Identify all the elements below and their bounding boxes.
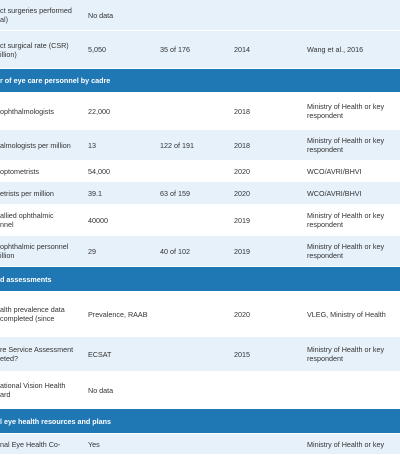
cell-line: 13 — [88, 141, 96, 150]
cell-line: Ministry of Health or key — [307, 242, 385, 251]
cell-c1 — [0, 189, 82, 198]
cell-line: ard — [0, 390, 11, 399]
cell-c3 — [160, 45, 232, 54]
cell-line: 2014 — [234, 45, 250, 54]
table-row — [0, 130, 400, 161]
cell-c1 — [0, 211, 82, 229]
cell-c2 — [88, 167, 160, 176]
cell-line: 35 of 176 — [160, 45, 190, 54]
cell-c1 — [0, 107, 82, 116]
table-row — [0, 205, 400, 236]
cell-line: 5,050 — [88, 45, 106, 54]
cell-line: eted? — [0, 354, 18, 363]
cell-line: ECSAT — [88, 350, 112, 359]
cell-line: 2018 — [234, 141, 250, 150]
cell-line: optometrists — [0, 167, 40, 176]
cell-line: ct surgical rate (CSR) — [0, 41, 69, 50]
cell-c4 — [234, 310, 304, 319]
cell-line: re Service Assessment — [0, 345, 74, 354]
cell-line: alth prevalence data — [0, 305, 65, 314]
cell-c5 — [307, 310, 399, 319]
cell-line: ational Vision Health — [0, 381, 66, 390]
cell-line: 2018 — [234, 107, 250, 116]
table-row — [0, 182, 400, 205]
cell-c5 — [307, 211, 399, 229]
cell-line: illion — [0, 251, 15, 260]
section-header-row — [0, 267, 400, 292]
table-row — [0, 31, 400, 69]
cell-line: al) — [0, 15, 8, 24]
cell-c2 — [88, 45, 160, 54]
cell-line: 63 of 159 — [160, 189, 190, 198]
cell-line: Ministry of Health or key — [307, 211, 385, 220]
cell-c2 — [88, 189, 160, 198]
cell-line: completed (since — [0, 314, 55, 323]
cell-line: respondent — [307, 251, 343, 260]
cell-line: No data — [88, 386, 114, 395]
cell-c4 — [234, 45, 304, 54]
cell-c5 — [307, 102, 399, 120]
cell-line: Ministry of Health or key — [307, 440, 385, 449]
cell-line: allied ophthalmic — [0, 211, 54, 220]
cell-line: 2019 — [234, 247, 250, 256]
table-row — [0, 93, 400, 130]
cell-line: Ministry of Health or key — [307, 136, 385, 145]
cell-c5 — [307, 45, 399, 54]
section-title — [0, 275, 52, 284]
cell-line: illion) — [0, 50, 17, 59]
cell-line: 54,000 — [88, 167, 110, 176]
table-row — [0, 292, 400, 337]
cell-line: 29 — [88, 247, 96, 256]
cell-line: Ministry of Health or key — [307, 102, 385, 111]
cell-c4 — [234, 216, 304, 225]
cell-line: 2020 — [234, 167, 250, 176]
table-row — [0, 372, 400, 409]
cell-c2 — [88, 310, 160, 319]
cell-c2 — [88, 107, 160, 116]
cell-line: Wang et al., 2016 — [307, 45, 364, 54]
section-title — [0, 417, 111, 426]
section-header-row — [0, 409, 400, 434]
cell-c1 — [0, 6, 82, 24]
cell-line: 40000 — [88, 216, 108, 225]
cell-c3 — [160, 141, 232, 150]
cell-line: 122 of 191 — [160, 141, 194, 150]
cell-line: respondent — [307, 220, 343, 229]
cell-c5 — [307, 167, 399, 176]
cell-line: WCO/AVRI/BHVI — [307, 167, 362, 176]
table-row — [0, 434, 400, 455]
cell-c1 — [0, 345, 82, 363]
cell-line: etrists per million — [0, 189, 54, 198]
cell-c4 — [234, 107, 304, 116]
cell-line: Yes — [88, 440, 100, 449]
cell-line: 39.1 — [88, 189, 102, 198]
cell-line: nal Eye Health Co- — [0, 440, 61, 449]
cell-line: 2020 — [234, 189, 250, 198]
cell-c2 — [88, 216, 160, 225]
cell-c4 — [234, 350, 304, 359]
cell-c2 — [88, 440, 160, 449]
cell-c2 — [88, 141, 160, 150]
cell-line: 2019 — [234, 216, 250, 225]
cell-line: respondent — [307, 111, 343, 120]
table-row — [0, 0, 400, 31]
cell-line: respondent — [307, 145, 343, 154]
cell-line: 2015 — [234, 350, 250, 359]
cell-line: d assessments — [0, 275, 52, 284]
section-header-row — [0, 69, 400, 93]
cell-c1 — [0, 167, 82, 176]
cell-c5 — [307, 242, 399, 260]
cell-c4 — [234, 167, 304, 176]
cell-line: r of eye care personnel by cadre — [0, 76, 111, 85]
cell-c1 — [0, 141, 82, 150]
cell-c2 — [88, 386, 160, 395]
cell-c3 — [160, 247, 232, 256]
cell-c1 — [0, 41, 82, 59]
cell-line: ophthalmic personnel — [0, 242, 69, 251]
cell-line: nnel — [0, 220, 14, 229]
cell-c3 — [160, 189, 232, 198]
cell-c2 — [88, 11, 160, 20]
cell-line: respondent — [307, 354, 343, 363]
cell-line: No data — [88, 11, 114, 20]
cell-line: ct surgeries performed — [0, 6, 72, 15]
cell-c1 — [0, 242, 82, 260]
cell-line: 22,000 — [88, 107, 110, 116]
cell-line: ophthalmologists — [0, 107, 54, 116]
cell-c5 — [307, 440, 399, 449]
cell-line: WCO/AVRI/BHVI — [307, 189, 362, 198]
cell-line: 2020 — [234, 310, 250, 319]
cell-c5 — [307, 136, 399, 154]
cell-c4 — [234, 141, 304, 150]
cell-c2 — [88, 247, 160, 256]
table-row — [0, 337, 400, 372]
cell-line: 40 of 102 — [160, 247, 190, 256]
cell-line: Prevalence, RAAB — [88, 310, 148, 319]
cell-c4 — [234, 247, 304, 256]
cell-c1 — [0, 305, 82, 323]
section-title — [0, 76, 110, 85]
cell-c2 — [88, 350, 160, 359]
cell-c5 — [307, 345, 399, 363]
cell-line: Ministry of Health or key — [307, 345, 385, 354]
table-row — [0, 161, 400, 182]
cell-line: almologists per million — [0, 141, 71, 150]
cell-c5 — [307, 189, 399, 198]
table-row — [0, 236, 400, 267]
cell-c1 — [0, 381, 82, 399]
cell-c4 — [234, 189, 304, 198]
cell-line: l eye health resources and plans — [0, 417, 112, 426]
cell-line: VLEG, Ministry of Health — [307, 310, 386, 319]
cell-c1 — [0, 440, 82, 449]
